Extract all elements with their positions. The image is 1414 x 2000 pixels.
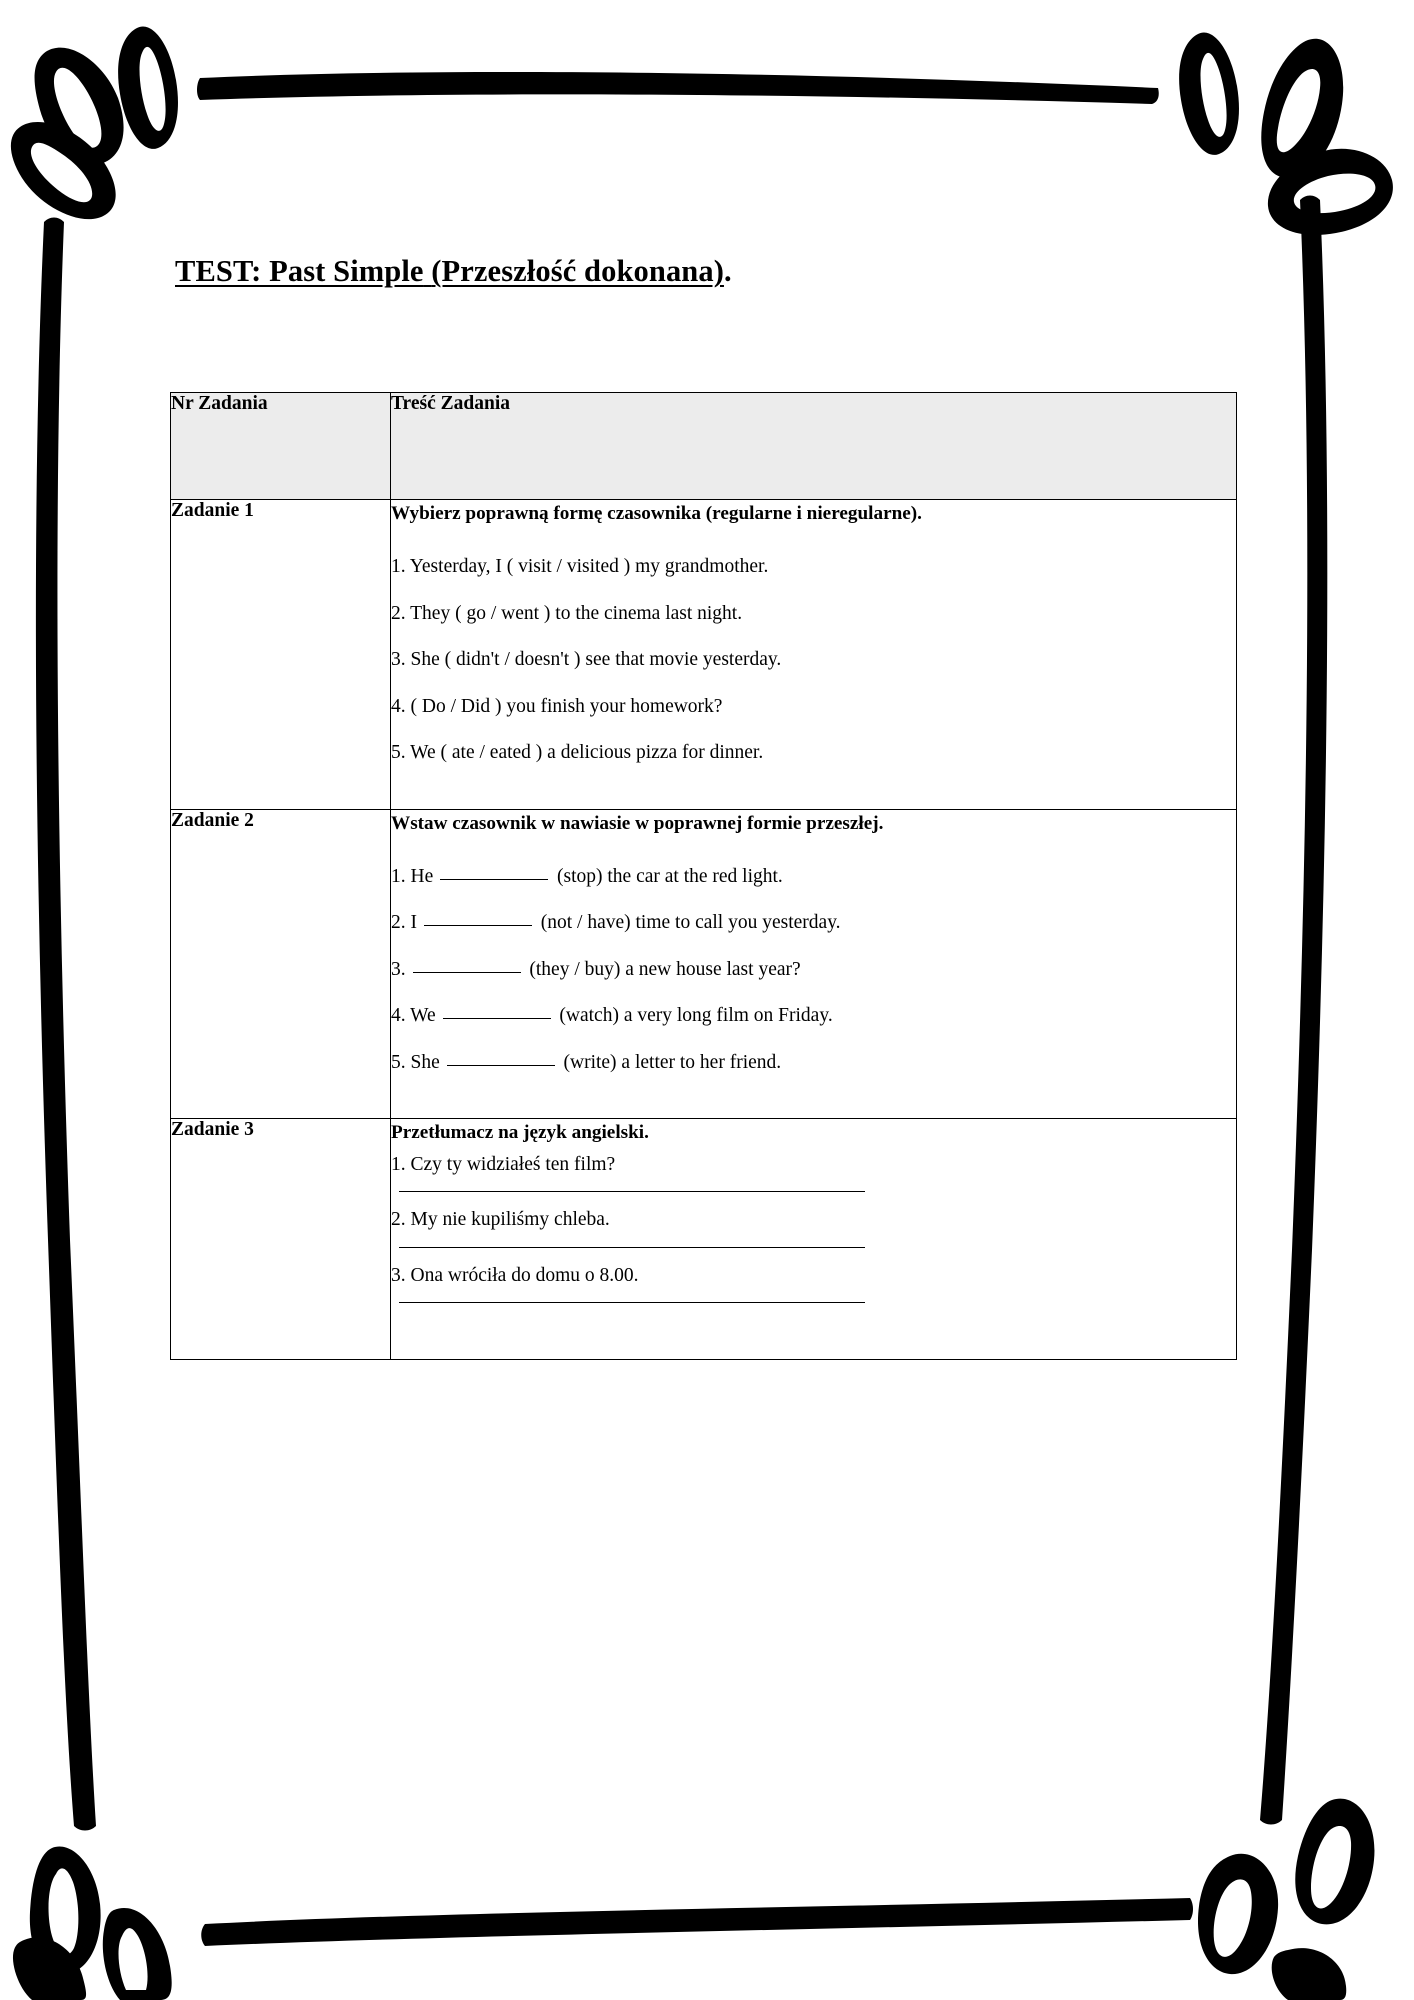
- task2-blank-5[interactable]: [447, 1065, 555, 1066]
- table-row: [171, 500, 1237, 810]
- page-title: [175, 254, 732, 289]
- task2-item-4-after: (watch) a very long film on Friday.: [554, 1005, 833, 1027]
- task2-item-2-before: 2. I: [391, 912, 422, 934]
- task2-item-3: [391, 960, 1236, 980]
- table-row: [171, 809, 1237, 1119]
- task3-item-3: 3. Ona wróciła do domu o 8.00.: [391, 1264, 639, 1286]
- task2-item-1: [391, 867, 1236, 887]
- task1-item-1: 1. Yesterday, I ( visit / visited ) my grandmother.: [391, 556, 769, 578]
- title-part-3: (Przeszłość dokonana): [431, 254, 724, 288]
- task-body-cell-1: [391, 500, 1237, 810]
- task1-item-4: 4. ( Do / Did ) you finish your homework?: [391, 695, 723, 717]
- title-trailing-period: .: [723, 254, 732, 288]
- task3-item-2: 2. My nie kupiliśmy chleba.: [391, 1209, 610, 1231]
- task3-item-1: 1. Czy ty widziałeś ten film?: [391, 1153, 616, 1175]
- task2-item-4: [391, 1006, 1236, 1026]
- task1-item-3: 3. She ( didn't / doesn't ) see that movie yesterday.: [391, 649, 782, 671]
- task2-item-5-before: 5. She: [391, 1051, 445, 1073]
- task-body-cell-2: [391, 809, 1237, 1119]
- task2-item-5: [391, 1053, 1236, 1073]
- task-number-cell-2: Zadanie 2: [171, 809, 391, 1119]
- column-header-tresc-zadania: Treść Zadania: [391, 393, 1237, 500]
- task2-item-5-after: (write) a letter to her friend.: [558, 1051, 782, 1073]
- task2-item-4-before: 4. We: [391, 1005, 441, 1027]
- task1-item-5: 5. We ( ate / eated ) a delicious pizza for dinner.: [391, 742, 764, 764]
- task1-item-2: 2. They ( go / went ) to the cinema last night.: [391, 602, 743, 624]
- task2-item-3-before: 3.: [391, 958, 411, 980]
- task-number-cell-1: Zadanie 1: [171, 500, 391, 810]
- title-part-2: TEST: Past Simple: [175, 254, 424, 288]
- task2-blank-2[interactable]: [424, 925, 532, 926]
- task2-item-2: [391, 913, 1236, 933]
- task-number-cell-3: Zadanie 3: [171, 1119, 391, 1360]
- task2-blank-1[interactable]: [440, 879, 548, 880]
- task2-blank-3[interactable]: [413, 972, 521, 973]
- column-header-nr-zadania: Nr Zadania: [171, 393, 391, 500]
- task2-item-1-before: 1. He: [391, 865, 439, 887]
- task-instruction-3: Przetłumacz na język angielski.: [391, 1122, 649, 1144]
- task2-item-1-after: (stop) the car at the red light.: [552, 865, 783, 887]
- table-header-row: [171, 393, 1237, 500]
- table-row: [171, 1119, 1237, 1360]
- task-instruction-2: Wstaw czasownik w nawiasie w poprawnej formie przeszłej.: [391, 812, 884, 834]
- task2-item-3-after: (they / buy) a new house last year?: [524, 958, 801, 980]
- task-body-cell-3: [391, 1119, 1237, 1360]
- task2-item-2-after: (not / have) time to call you yesterday.: [535, 912, 841, 934]
- task2-blank-4[interactable]: [443, 1018, 551, 1019]
- tasks-table: [170, 392, 1237, 1360]
- task-instruction-1: Wybierz poprawną formę czasownika (regularne i nieregularne).: [391, 503, 922, 524]
